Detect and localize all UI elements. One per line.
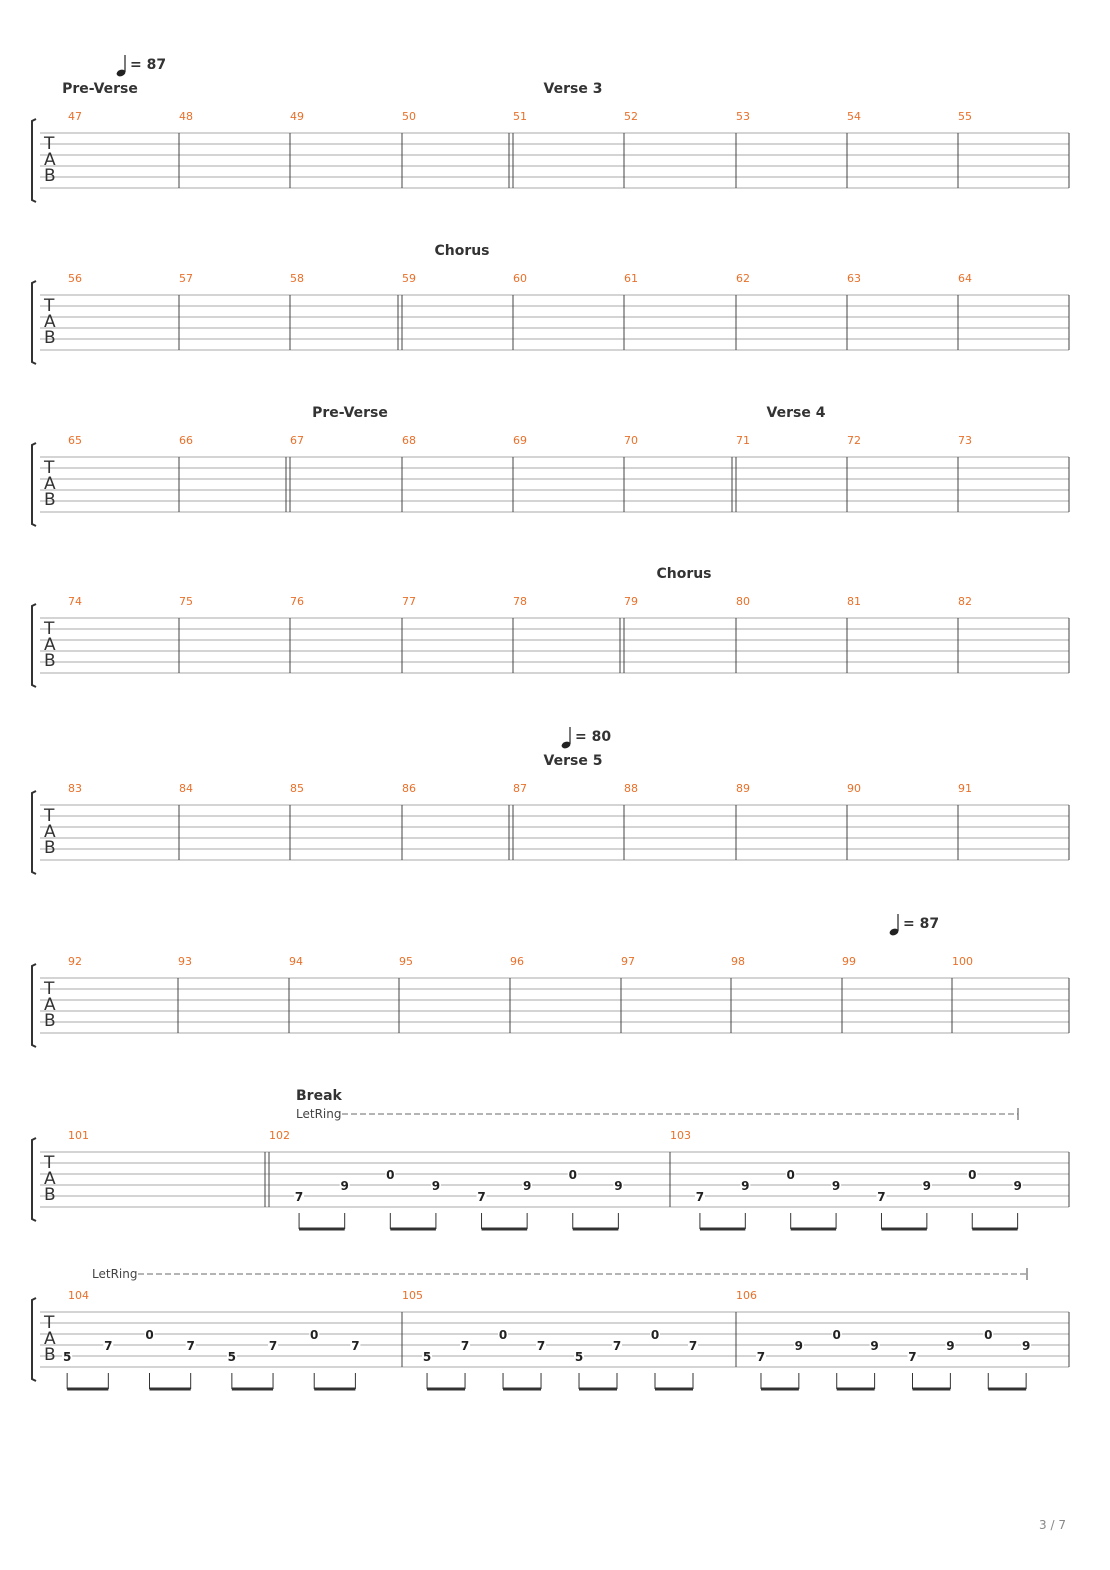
- fret-number: 5: [422, 1350, 432, 1364]
- measure-number: 60: [513, 272, 527, 285]
- fret-number: 0: [984, 1328, 993, 1342]
- system-bracket: [32, 119, 36, 202]
- measure-number: 89: [736, 782, 750, 795]
- system-bracket: [32, 1298, 36, 1381]
- measure-number: 103: [670, 1129, 691, 1142]
- measure-number: 70: [624, 434, 638, 447]
- measure-number: 66: [179, 434, 193, 447]
- tempo-marking: = 80: [575, 729, 612, 745]
- tab-clef-letter: T: [44, 619, 55, 639]
- measure-number: 98: [731, 955, 745, 968]
- fret-number: 9: [922, 1179, 932, 1193]
- system-bracket: [32, 964, 36, 1047]
- tab-clef-letter: B: [44, 1185, 56, 1205]
- fret-number: 7: [351, 1339, 360, 1353]
- fret-number: 9: [340, 1179, 349, 1193]
- fret-number: 7: [477, 1190, 486, 1204]
- tab-clef-letter: A: [44, 1329, 56, 1349]
- measure-number: 47: [68, 110, 82, 123]
- measure-number: 78: [513, 595, 527, 608]
- fret-number: 0: [968, 1168, 977, 1182]
- fret-number: 0: [386, 1168, 395, 1182]
- section-label: Chorus: [434, 243, 490, 259]
- measure-number: 56: [68, 272, 82, 285]
- measure-number: 61: [624, 272, 638, 285]
- measure-number: 100: [952, 955, 973, 968]
- tab-clef-letter: T: [44, 1313, 55, 1333]
- tab-clef-letter: T: [44, 296, 55, 316]
- measure-number: 72: [847, 434, 861, 447]
- tab-clef-letter: A: [44, 995, 56, 1015]
- fret-number: 7: [688, 1339, 698, 1353]
- measure-number: 104: [68, 1289, 89, 1302]
- tab-clef-letter: T: [44, 979, 55, 999]
- measure-number: 97: [621, 955, 635, 968]
- let-ring-label: LetRing: [296, 1107, 342, 1121]
- measure-number: 105: [402, 1289, 423, 1302]
- system-bracket: [32, 791, 36, 874]
- tab-clef-letter: B: [44, 166, 56, 186]
- system-bracket: [32, 281, 36, 364]
- tab-clef-letter: A: [44, 822, 56, 842]
- measure-number: 106: [736, 1289, 757, 1302]
- fret-number: 7: [460, 1339, 470, 1353]
- fret-number: 7: [294, 1190, 304, 1204]
- measure-number: 84: [179, 782, 193, 795]
- measure-number: 49: [290, 110, 304, 123]
- tab-clef-letter: A: [44, 1169, 56, 1189]
- tab-clef-letter: T: [44, 134, 55, 154]
- fret-number: 0: [568, 1168, 577, 1182]
- measure-number: 74: [68, 595, 82, 608]
- measure-number: 79: [624, 595, 638, 608]
- tab-clef-letter: A: [44, 474, 56, 494]
- fret-number: 0: [786, 1168, 795, 1182]
- fret-number: 9: [946, 1339, 955, 1353]
- section-label: Verse 5: [543, 753, 603, 769]
- section-label: Break: [296, 1088, 342, 1104]
- measure-number: 71: [736, 434, 750, 447]
- tab-clef-letter: B: [44, 490, 56, 510]
- tab-clef-letter: B: [44, 651, 56, 671]
- fret-number: 7: [908, 1350, 917, 1364]
- measure-number: 55: [958, 110, 972, 123]
- measure-number: 101: [68, 1129, 89, 1142]
- measure-number: 88: [624, 782, 638, 795]
- measure-number: 99: [842, 955, 856, 968]
- measure-number: 63: [847, 272, 861, 285]
- measure-number: 58: [290, 272, 304, 285]
- measure-number: 65: [68, 434, 82, 447]
- tab-clef-letter: A: [44, 150, 56, 170]
- fret-number: 7: [695, 1190, 705, 1204]
- tab-clef-letter: B: [44, 1011, 56, 1031]
- measure-number: 81: [847, 595, 861, 608]
- measure-number: 87: [513, 782, 527, 795]
- measure-number: 77: [402, 595, 416, 608]
- measure-number: 85: [290, 782, 304, 795]
- fret-number: 0: [498, 1328, 508, 1342]
- fret-number: 9: [522, 1179, 532, 1193]
- tab-clef-letter: B: [44, 838, 56, 858]
- section-label: Verse 3: [543, 81, 603, 97]
- section-label: Pre-Verse: [62, 81, 138, 97]
- tab-clef-letter: T: [44, 1153, 55, 1173]
- fret-number: 0: [832, 1328, 841, 1342]
- section-label: Pre-Verse: [312, 405, 388, 421]
- system-bracket: [32, 1138, 36, 1221]
- tab-clef-letter: A: [44, 635, 56, 655]
- fret-number: 5: [574, 1350, 584, 1364]
- tab-clef-letter: T: [44, 458, 55, 478]
- fret-number: 7: [268, 1339, 278, 1353]
- measure-number: 53: [736, 110, 750, 123]
- measure-number: 75: [179, 595, 193, 608]
- measure-number: 94: [289, 955, 303, 968]
- page-number: 3 / 7: [1039, 1518, 1066, 1532]
- measure-number: 102: [269, 1129, 290, 1142]
- measure-number: 80: [736, 595, 750, 608]
- fret-number: 9: [614, 1179, 623, 1193]
- measure-number: 83: [68, 782, 82, 795]
- fret-number: 7: [186, 1339, 195, 1353]
- fret-number: 5: [227, 1350, 237, 1364]
- section-label: Chorus: [656, 566, 712, 582]
- measure-number: 91: [958, 782, 972, 795]
- fret-number: 7: [877, 1190, 886, 1204]
- tab-clef-letter: T: [44, 806, 55, 826]
- fret-number: 5: [62, 1350, 72, 1364]
- fret-number: 9: [870, 1339, 879, 1353]
- system-bracket: [32, 604, 36, 687]
- measure-number: 92: [68, 955, 82, 968]
- measure-number: 64: [958, 272, 972, 285]
- fret-number: 7: [536, 1339, 546, 1353]
- measure-number: 76: [290, 595, 304, 608]
- measure-number: 73: [958, 434, 972, 447]
- measure-number: 54: [847, 110, 861, 123]
- measure-number: 95: [399, 955, 413, 968]
- measure-number: 50: [402, 110, 416, 123]
- measure-number: 82: [958, 595, 972, 608]
- measure-number: 93: [178, 955, 192, 968]
- measure-number: 86: [402, 782, 416, 795]
- fret-number: 9: [431, 1179, 441, 1193]
- fret-number: 7: [104, 1339, 113, 1353]
- measure-number: 59: [402, 272, 416, 285]
- measure-number: 67: [290, 434, 304, 447]
- fret-number: 9: [831, 1179, 841, 1193]
- measure-number: 51: [513, 110, 527, 123]
- measure-number: 96: [510, 955, 524, 968]
- measure-number: 52: [624, 110, 638, 123]
- measure-number: 57: [179, 272, 193, 285]
- tab-clef-letter: A: [44, 312, 56, 332]
- fret-number: 0: [310, 1328, 319, 1342]
- tempo-marking: = 87: [130, 57, 167, 73]
- fret-number: 7: [756, 1350, 766, 1364]
- fret-number: 9: [1021, 1339, 1031, 1353]
- measure-number: 69: [513, 434, 527, 447]
- measure-number: 48: [179, 110, 193, 123]
- measure-number: 62: [736, 272, 750, 285]
- fret-number: 0: [650, 1328, 660, 1342]
- tab-clef-letter: B: [44, 328, 56, 348]
- let-ring-label: LetRing: [92, 1267, 138, 1281]
- section-label: Verse 4: [766, 405, 826, 421]
- fret-number: 9: [794, 1339, 804, 1353]
- fret-number: 0: [145, 1328, 154, 1342]
- tempo-marking: = 87: [903, 916, 940, 932]
- system-bracket: [32, 443, 36, 526]
- fret-number: 9: [1013, 1179, 1022, 1193]
- fret-number: 9: [741, 1179, 750, 1193]
- fret-number: 7: [612, 1339, 622, 1353]
- measure-number: 68: [402, 434, 416, 447]
- tab-clef-letter: B: [44, 1345, 56, 1365]
- measure-number: 90: [847, 782, 861, 795]
